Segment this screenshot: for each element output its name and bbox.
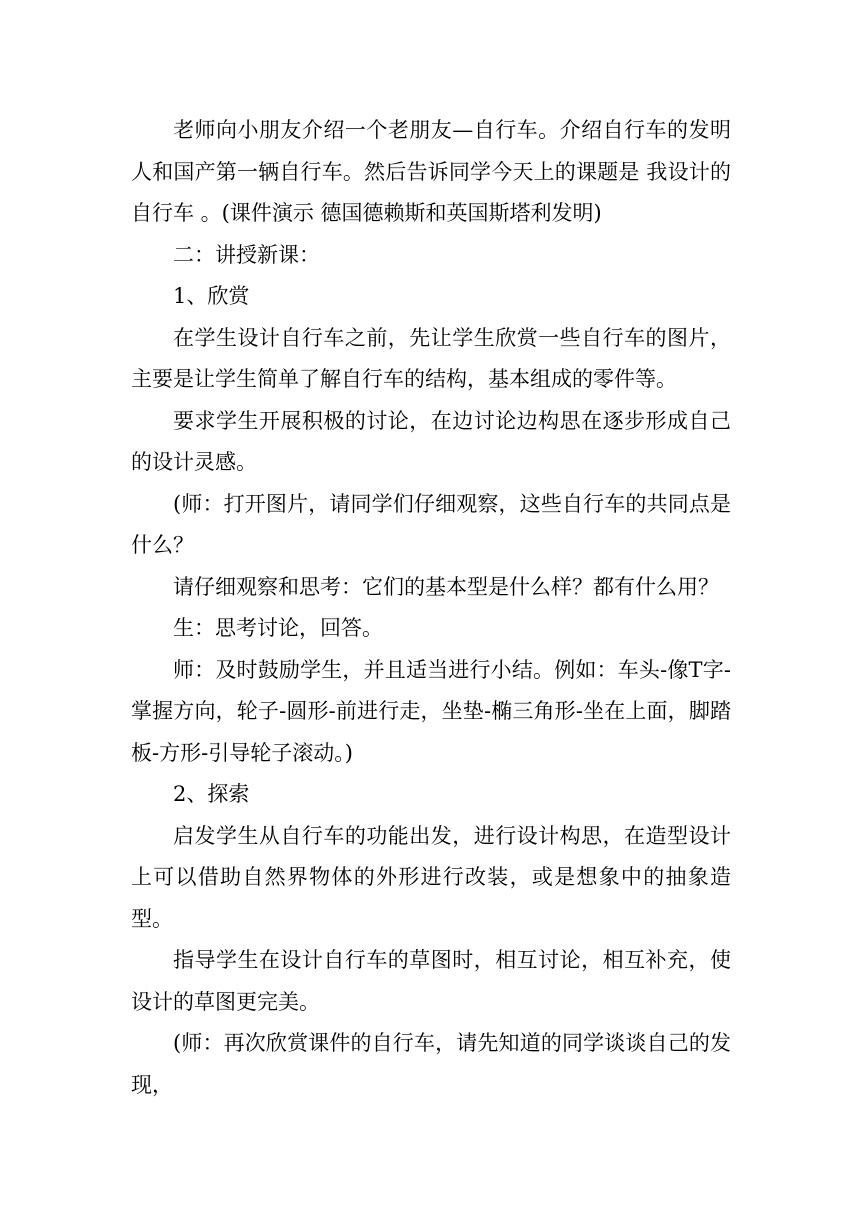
paragraph-teacher-summary: 师：及时鼓励学生，并且适当进行小结。例如：车头-像T字-掌握方向，轮子-圆形-前进行走，坐垫-椭三角形-坐在上面，脚踏板-方形-引导轮子滚动。)	[131, 657, 731, 765]
heading-appreciate: 1、欣赏	[173, 284, 250, 308]
heading-explore: 2、探索	[173, 782, 250, 806]
paragraph-intro: 老师向小朋友介绍一个老朋友—自行车。介绍自行车的发明人和国产第一辆自行车。然后告诉同学今天上的课题是 我设计的自行车 。(课件演示 德国德赖斯和英国斯塔利发明)	[131, 118, 731, 225]
document-body	[131, 110, 731, 1106]
paragraph-discussion: 要求学生开展积极的讨论，在边讨论边构思在逐步形成自己的设计灵感。	[131, 408, 731, 474]
paragraph-teacher-observe: (师：打开图片，请同学们仔细观察，这些自行车的共同点是什么？	[131, 491, 731, 557]
paragraph-student-answer: 生：思考讨论，回答。	[173, 616, 383, 640]
paragraph-teacher-again: (师：再次欣赏课件的自行车，请先知道的同学谈谈自己的发现，	[131, 1031, 731, 1097]
heading-new-lesson: 二：讲授新课：	[173, 242, 320, 267]
paragraph-appreciate: 在学生设计自行车之前，先让学生欣赏一些自行车的图片，主要是让学生简单了解自行车的结构，基本组成的零件等。	[131, 325, 731, 391]
paragraph-explore: 启发学生从自行车的功能出发，进行设计构思，在造型设计上可以借助自然界物体的外形进行改装，或是想象中的抽象造型。	[131, 823, 731, 931]
paragraph-sketch: 指导学生在设计自行车的草图时，相互讨论，相互补充，使设计的草图更完美。	[131, 948, 731, 1014]
paragraph-think: 请仔细观察和思考：它们的基本型是什么样？都有什么用？	[173, 574, 719, 599]
